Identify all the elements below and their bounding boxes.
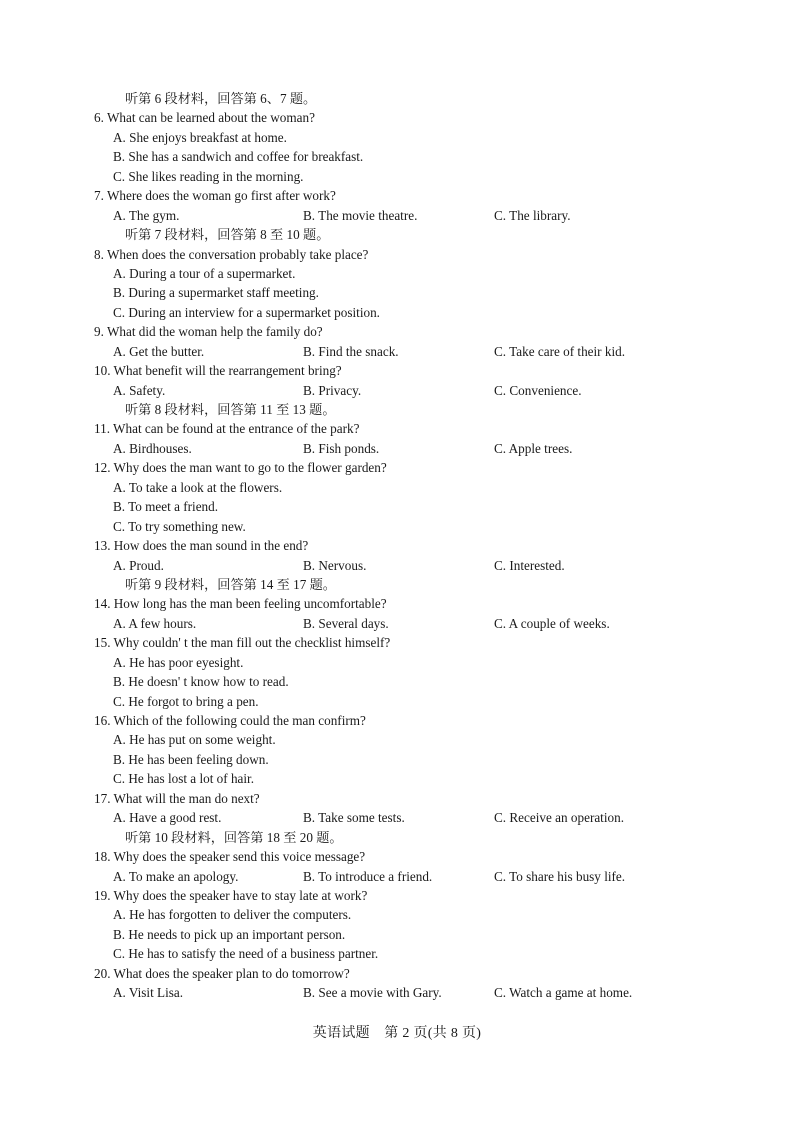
option-c: C. Receive an operation. bbox=[494, 810, 624, 826]
option-row bbox=[94, 983, 714, 1002]
option-b: B. Find the snack. bbox=[303, 343, 399, 359]
option: C. He has lost a lot of hair. bbox=[113, 771, 255, 787]
option-a: A. To make an apology. bbox=[113, 868, 239, 884]
option-a: A. Have a good rest. bbox=[113, 810, 222, 826]
option-row bbox=[94, 556, 714, 575]
option-row bbox=[94, 614, 714, 633]
question-stem: 8. When does the conversation probably take place? bbox=[94, 246, 369, 262]
question-stem: 16. Which of the following could the man confirm? bbox=[94, 713, 366, 728]
option-c: C. Take care of their kid. bbox=[494, 343, 626, 359]
option-c: C. A couple of weeks. bbox=[494, 615, 610, 631]
question-stem: 6. What can be learned about the woman? bbox=[94, 110, 315, 126]
option: C. He forgot to bring a pen. bbox=[113, 693, 259, 709]
question-stem: 10. What benefit will the rearrangement bring? bbox=[94, 363, 342, 379]
section-instruction: 听第 6 段材料，回答第 6、7 题。 bbox=[125, 91, 317, 106]
option-c: C. Interested. bbox=[494, 557, 565, 573]
option: B. She has a sandwich and coffee for breakfast. bbox=[113, 149, 364, 165]
question-stem: 12. Why does the man want to go to the flower garden? bbox=[94, 460, 387, 476]
question-stem: 20. What does the speaker plan to do tomorrow? bbox=[94, 965, 350, 981]
option-row bbox=[94, 381, 714, 400]
option: A. He has put on some weight. bbox=[113, 732, 276, 748]
question-stem: 15. Why couldn' t the man fill out the checklist himself? bbox=[94, 635, 391, 651]
option-row bbox=[94, 808, 714, 827]
option: B. During a supermarket staff meeting. bbox=[113, 285, 319, 301]
option: A. He has forgotten to deliver the computers. bbox=[113, 907, 352, 923]
question-stem: 9. What did the woman help the family do? bbox=[94, 324, 323, 340]
option-row bbox=[94, 439, 714, 458]
option-c: C. Watch a game at home. bbox=[494, 985, 633, 1001]
section-instruction: 听第 10 段材料，回答第 18 至 20 题。 bbox=[125, 829, 343, 845]
option-row bbox=[94, 342, 714, 361]
option-c: C. To share his busy life. bbox=[494, 868, 626, 884]
option: B. He needs to pick up an important person. bbox=[113, 926, 346, 942]
question-stem: 14. How long has the man been feeling uncomfortable? bbox=[94, 596, 387, 612]
option: A. He has poor eyesight. bbox=[113, 654, 244, 670]
option-b: B. Take some tests. bbox=[303, 810, 405, 826]
option-row bbox=[94, 867, 714, 886]
question-stem: 17. What will the man do next? bbox=[94, 790, 260, 806]
option-a: A. Safety. bbox=[113, 382, 166, 398]
option: C. During an interview for a supermarket position. bbox=[113, 304, 380, 320]
option: B. He doesn' t know how to read. bbox=[113, 674, 289, 690]
option: C. To try something new. bbox=[113, 518, 246, 534]
option: A. She enjoys breakfast at home. bbox=[113, 129, 287, 145]
option-c: C. The library. bbox=[494, 207, 571, 223]
option-b: B. Privacy. bbox=[303, 382, 362, 398]
section-instruction: 听第 9 段材料，回答第 14 至 17 题。 bbox=[125, 576, 336, 592]
question-stem: 11. What can be found at the entrance of the park? bbox=[94, 421, 360, 437]
option-b: B. Fish ponds. bbox=[303, 440, 380, 456]
option: A. To take a look at the flowers. bbox=[113, 479, 283, 495]
option-b: B. See a movie with Gary. bbox=[303, 985, 442, 1001]
option-a: A. A few hours. bbox=[113, 615, 197, 631]
question-stem: 7. Where does the woman go first after work? bbox=[94, 188, 336, 204]
section-instruction: 听第 7 段材料，回答第 8 至 10 题。 bbox=[125, 227, 330, 243]
option-b: B. To introduce a friend. bbox=[303, 868, 433, 884]
option-a: A. The gym. bbox=[113, 207, 180, 223]
question-stem: 19. Why does the speaker have to stay late at work? bbox=[94, 887, 368, 903]
option-a: A. Birdhouses. bbox=[113, 440, 192, 456]
option-b: B. The movie theatre. bbox=[303, 207, 418, 223]
option-a: A. Get the butter. bbox=[113, 343, 205, 359]
option-a: A. Visit Lisa. bbox=[113, 985, 184, 1001]
option-c: C. Convenience. bbox=[494, 382, 582, 398]
option-b: B. Nervous. bbox=[303, 557, 367, 573]
option-a: A. Proud. bbox=[113, 557, 164, 573]
listening-questions bbox=[94, 89, 714, 1003]
option-c: C. Apple trees. bbox=[494, 440, 573, 456]
option-row bbox=[94, 206, 714, 225]
option: B. He has been feeling down. bbox=[113, 751, 269, 767]
option: B. To meet a friend. bbox=[113, 499, 219, 515]
question-stem: 18. Why does the speaker send this voice message? bbox=[94, 849, 366, 865]
question-stem: 13. How does the man sound in the end? bbox=[94, 538, 309, 554]
section-instruction: 听第 8 段材料，回答第 11 至 13 题。 bbox=[125, 402, 336, 417]
page-footer: 英语试题 第 2 页(共 8 页) bbox=[312, 1026, 482, 1041]
option: C. She likes reading in the morning. bbox=[113, 168, 304, 184]
option-b: B. Several days. bbox=[303, 615, 389, 631]
option: A. During a tour of a supermarket. bbox=[113, 265, 296, 281]
option: C. He has to satisfy the need of a business partner. bbox=[113, 946, 379, 962]
